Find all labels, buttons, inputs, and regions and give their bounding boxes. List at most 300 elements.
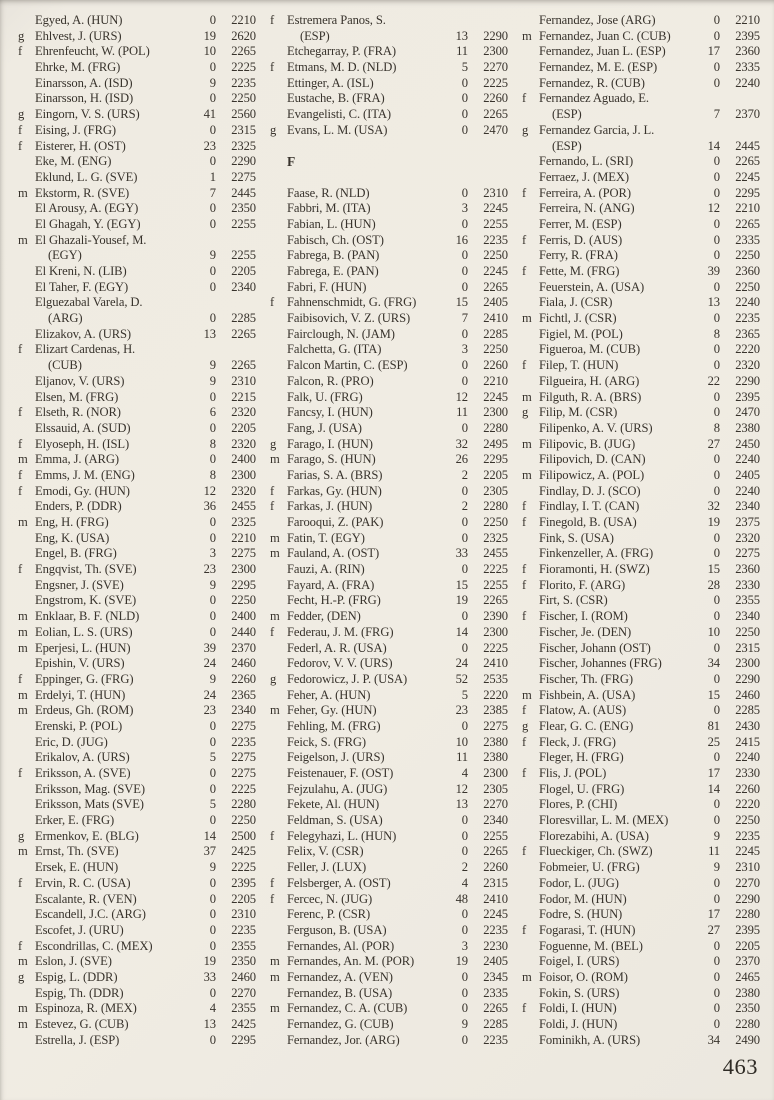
player-name: Elizakov, A. (URS) — [35, 326, 132, 341]
rating-entry — [522, 735, 760, 751]
rating-value: 2235 — [231, 75, 256, 90]
player-name: Fischer, Th. (FRG) — [539, 671, 634, 686]
games-count: 9 — [461, 1017, 468, 1031]
rating-value: 2235 — [735, 828, 760, 843]
rating-value: 2205 — [231, 264, 256, 278]
title-flag — [522, 750, 539, 766]
games-count: 24 — [203, 656, 216, 671]
rating-value: 2250 — [735, 813, 760, 828]
rating-entry — [522, 593, 760, 609]
games-count: 0 — [713, 530, 720, 545]
rating-value: 2285 — [483, 326, 508, 341]
rating-entry — [270, 29, 508, 45]
rating-entry — [270, 531, 508, 547]
title-flag — [270, 421, 287, 437]
rating-entry — [270, 813, 508, 829]
title-flag — [18, 860, 35, 876]
player-name: Fernandez Aguado, E. — [539, 91, 649, 106]
player-name: Elsen, M. (FRG) — [35, 389, 119, 404]
games-count: 0 — [461, 640, 468, 655]
player-name: Etmans, M. D. (NLD) — [287, 60, 397, 75]
title-flag: f — [522, 844, 527, 859]
title-flag — [18, 327, 35, 343]
rating-entry — [270, 782, 508, 798]
games-count: 34 — [707, 656, 720, 671]
title-flag — [270, 1033, 287, 1049]
games-count: 7 — [209, 185, 216, 200]
player-name: Eppinger, G. (FRG) — [35, 671, 134, 686]
title-flag — [270, 154, 287, 170]
player-name: Fernandez, Juan L. (ESP) — [539, 44, 666, 59]
title-flag — [270, 593, 287, 609]
title-flag — [522, 860, 539, 876]
rating-value: 2250 — [735, 248, 760, 263]
games-count: 0 — [461, 530, 468, 545]
games-count: 11 — [456, 750, 468, 765]
rating-entry — [270, 766, 508, 782]
player-name: Eriksson, A. (SVE) — [35, 766, 131, 780]
title-flag: m — [18, 624, 28, 639]
games-count: 5 — [461, 687, 468, 702]
player-name: Fedorowicz, J. P. (USA) — [287, 671, 408, 686]
rating-entry — [18, 123, 256, 139]
rating-entry — [522, 437, 760, 453]
player-name: Fabisch, Ch. (OST) — [287, 232, 384, 247]
rating-entry — [522, 280, 760, 296]
player-name: Farago, I. (HUN) — [287, 436, 373, 451]
rating-entry — [522, 986, 760, 1002]
rating-entry — [18, 91, 256, 107]
title-flag: m — [522, 28, 532, 43]
title-flag: f — [18, 342, 23, 357]
player-name: Filguth, R. A. (BRS) — [539, 389, 642, 404]
rating-entry — [18, 107, 256, 123]
games-count: 3 — [209, 546, 216, 561]
games-count: 12 — [707, 201, 720, 216]
rating-entry — [270, 641, 508, 657]
player-name: Falcon, R. (PRO) — [287, 373, 374, 388]
rating-entry — [270, 954, 508, 970]
games-count: 28 — [707, 577, 720, 592]
rating-entry — [522, 970, 760, 986]
rating-value: 2305 — [483, 781, 508, 796]
player-name: Ehrke, M. (FRG) — [35, 60, 121, 75]
rating-entry — [270, 107, 508, 123]
games-count: 7 — [713, 107, 720, 122]
rating-value: 2265 — [231, 326, 256, 341]
rating-entry — [522, 688, 760, 704]
rating-entry — [18, 264, 256, 280]
rating-entry — [18, 186, 256, 202]
games-count: 0 — [461, 107, 468, 122]
title-flag — [18, 264, 35, 280]
title-flag — [522, 939, 539, 955]
rating-entry — [270, 499, 508, 515]
title-flag — [522, 154, 539, 170]
column-3 — [522, 13, 760, 1048]
player-name: Fernandez, Jose (ARG) — [539, 13, 656, 27]
player-name: Fernando, L. (SRI) — [539, 154, 634, 169]
title-flag: f — [522, 264, 527, 278]
rating-entry — [270, 515, 508, 531]
title-flag — [270, 562, 287, 578]
rating-value: 2255 — [231, 216, 256, 231]
games-count: 5 — [461, 60, 468, 75]
rating-entry — [522, 609, 760, 625]
games-count: 0 — [209, 875, 216, 890]
player-name: El Ghagah, Y. (EGY) — [35, 216, 141, 231]
player-name: Elssauid, A. (SUD) — [35, 420, 131, 435]
rating-value: 2250 — [231, 593, 256, 608]
rating-entry — [18, 233, 256, 249]
title-flag: m — [270, 969, 280, 984]
games-count: 23 — [455, 703, 468, 718]
rating-entry — [522, 60, 760, 76]
title-flag — [522, 44, 539, 60]
title-flag: f — [270, 483, 275, 498]
rating-entry — [270, 939, 508, 955]
player-name: Fischer, I. (ROM) — [539, 609, 628, 624]
rating-value: 2320 — [735, 358, 760, 373]
title-flag: f — [522, 609, 527, 624]
games-count: 19 — [455, 593, 468, 608]
title-flag: f — [522, 703, 527, 718]
rating-entry — [522, 907, 760, 923]
title-flag — [270, 986, 287, 1002]
rating-value: 2255 — [483, 828, 508, 843]
games-count: 0 — [713, 938, 720, 953]
rating-entry — [18, 876, 256, 892]
player-name: Fekete, Al. (HUN) — [287, 797, 380, 812]
rating-value: 2280 — [735, 907, 760, 922]
title-flag — [18, 91, 35, 107]
rating-value: 2460 — [735, 687, 760, 702]
title-flag — [522, 60, 539, 76]
rating-entry — [270, 593, 508, 609]
title-flag — [18, 374, 35, 390]
rating-entry — [522, 829, 760, 845]
player-name: Erenski, P. (POL) — [35, 718, 123, 733]
games-count: 2 — [461, 499, 468, 514]
title-flag: g — [18, 107, 25, 122]
rating-entry — [18, 703, 256, 719]
player-name: Ehlvest, J. (URS) — [35, 28, 122, 43]
title-flag — [270, 217, 287, 233]
rating-entry — [522, 123, 760, 139]
games-count: 0 — [209, 452, 216, 467]
rating-entry — [522, 405, 760, 421]
rating-value: 2410 — [483, 891, 508, 906]
title-flag: f — [18, 562, 23, 577]
title-flag — [270, 860, 287, 876]
rating-entry — [18, 421, 256, 437]
rating-entry — [522, 311, 760, 327]
player-name: Findlay, D. J. (SCO) — [539, 483, 641, 498]
games-count: 0 — [461, 515, 468, 529]
games-count: 0 — [461, 562, 468, 577]
rating-entry — [18, 201, 256, 217]
games-count: 11 — [456, 44, 468, 59]
title-flag — [522, 201, 539, 217]
player-name: Elseth, R. (NOR) — [35, 405, 121, 420]
games-count: 0 — [713, 60, 720, 75]
rating-entry — [522, 703, 760, 719]
rating-value: 2290 — [231, 154, 256, 169]
title-flag — [270, 280, 287, 296]
title-flag: f — [270, 60, 275, 75]
player-name: Fejzulahu, A. (JUG) — [287, 781, 388, 796]
rating-value: 2245 — [483, 264, 508, 278]
title-flag: f — [18, 671, 23, 686]
games-count: 0 — [461, 358, 468, 373]
rating-value: 2295 — [483, 452, 508, 467]
rating-value: 2370 — [231, 640, 256, 655]
rating-entry — [270, 625, 508, 641]
title-flag — [522, 452, 539, 468]
games-count: 0 — [461, 91, 468, 106]
player-name: Erdelyi, T. (HUN) — [35, 687, 126, 702]
games-count: 0 — [209, 530, 216, 545]
rating-value: 2340 — [735, 499, 760, 514]
title-flag: f — [18, 467, 23, 482]
title-flag — [522, 107, 539, 123]
rating-entry — [270, 688, 508, 704]
player-name: Eperjesi, L. (HUN) — [35, 640, 131, 655]
games-count: 48 — [455, 891, 468, 906]
games-count: 0 — [209, 201, 216, 216]
rating-value: 2265 — [483, 593, 508, 608]
rating-entry — [522, 766, 760, 782]
rating-value: 2470 — [483, 122, 508, 137]
games-count: 0 — [209, 938, 216, 953]
rating-value: 2250 — [735, 279, 760, 294]
player-name: Fischer, Je. (DEN) — [539, 624, 632, 639]
games-count: 9 — [209, 373, 216, 388]
player-name: Fabian, L. (HUN) — [287, 216, 376, 231]
player-name: Ferry, R. (FRA) — [539, 248, 618, 263]
player-name: Escondrillas, C. (MEX) — [35, 938, 153, 953]
rating-entry — [18, 13, 256, 29]
rating-value: 2225 — [231, 860, 256, 875]
title-flag — [270, 797, 287, 813]
rating-value: 2225 — [483, 75, 508, 90]
title-flag — [270, 342, 287, 358]
games-count: 9 — [209, 75, 216, 90]
title-flag: g — [270, 671, 277, 686]
rating-value: 2250 — [231, 91, 256, 106]
title-flag: g — [270, 122, 277, 137]
games-count: 0 — [713, 1001, 720, 1016]
games-count: 24 — [455, 656, 468, 671]
rating-entry — [18, 986, 256, 1002]
rating-value: 2315 — [735, 640, 760, 655]
games-count: 7 — [461, 311, 468, 326]
player-name: Faase, R. (NLD) — [287, 185, 370, 200]
rating-entry — [270, 13, 508, 29]
games-count: 9 — [713, 828, 720, 843]
player-name: Feldman, S. (USA) — [287, 813, 383, 828]
rating-entry — [18, 60, 256, 76]
games-count: 1 — [209, 169, 216, 184]
games-count: 0 — [713, 609, 720, 624]
player-name: Flear, G. C. (ENG) — [539, 718, 634, 733]
rating-entry — [522, 91, 760, 107]
player-name: Filip, M. (CSR) — [539, 405, 618, 420]
rating-value: 2360 — [735, 44, 760, 59]
rating-entry — [18, 609, 256, 625]
rating-entry — [522, 578, 760, 594]
player-name: Etchegarray, P. (FRA) — [287, 44, 396, 59]
games-count: 8 — [713, 326, 720, 341]
player-name: Flueckiger, Ch. (SWZ) — [539, 844, 653, 859]
rating-value: 2375 — [735, 515, 760, 529]
games-count: 19 — [707, 515, 720, 529]
rating-entry — [522, 201, 760, 217]
rating-entry — [522, 13, 760, 29]
rating-value: 2360 — [735, 562, 760, 577]
title-flag: f — [18, 875, 23, 890]
title-flag: f — [270, 828, 275, 843]
player-name: Eustache, B. (FRA) — [287, 91, 385, 106]
rating-value: 2275 — [231, 766, 256, 780]
rating-value: 2260 — [483, 91, 508, 106]
rating-value: 2325 — [231, 138, 256, 153]
games-count: 0 — [209, 154, 216, 169]
column-2 — [270, 13, 508, 1048]
games-count: 0 — [209, 734, 216, 749]
section-header — [270, 154, 508, 170]
rating-entry — [270, 562, 508, 578]
rating-value: 2250 — [483, 342, 508, 357]
rating-value: 2400 — [231, 452, 256, 467]
title-flag: m — [522, 687, 532, 702]
rating-entry — [270, 672, 508, 688]
games-count: 37 — [203, 844, 216, 859]
rating-value: 2275 — [483, 718, 508, 733]
page-number: 463 — [722, 1054, 758, 1079]
rating-value: 2235 — [735, 311, 760, 326]
games-count: 0 — [209, 813, 216, 828]
rating-value: 2265 — [231, 44, 256, 59]
rating-value: 2245 — [735, 169, 760, 184]
rating-entry — [18, 813, 256, 829]
title-flag — [18, 546, 35, 562]
player-name: El Taher, F. (EGY) — [35, 279, 129, 294]
player-name: Fink, S. (USA) — [539, 530, 614, 545]
rating-entry — [270, 907, 508, 923]
rating-entry — [522, 217, 760, 233]
rating-value: 2245 — [483, 907, 508, 922]
title-flag: f — [18, 405, 23, 420]
rating-entry — [522, 484, 760, 500]
games-count: 0 — [209, 922, 216, 937]
rating-value: 2395 — [735, 389, 760, 404]
rating-value: 2455 — [483, 546, 508, 561]
title-flag — [270, 311, 287, 327]
title-flag — [18, 578, 35, 594]
rating-value: 2295 — [735, 185, 760, 200]
rating-value: 2380 — [483, 750, 508, 765]
rating-value: 2455 — [231, 499, 256, 514]
games-count: 14 — [707, 781, 720, 796]
rating-entry — [18, 562, 256, 578]
games-count: 23 — [203, 562, 216, 577]
games-count: 12 — [203, 483, 216, 498]
rating-value: 2405 — [483, 295, 508, 310]
rating-entry — [522, 154, 760, 170]
rating-value: 2295 — [231, 1032, 256, 1047]
player-name: Estevez, G. (CUB) — [35, 1017, 129, 1031]
title-flag: f — [522, 232, 527, 247]
games-count: 0 — [713, 452, 720, 467]
rating-value: 2220 — [735, 797, 760, 812]
rating-entry — [522, 782, 760, 798]
rating-value: 2340 — [735, 609, 760, 624]
games-count: 0 — [713, 467, 720, 482]
games-count: 6 — [209, 405, 216, 420]
player-name: Fichtl, J. (CSR) — [539, 311, 617, 326]
rating-value: 2440 — [231, 624, 256, 639]
player-name: Fayard, A. (FRA) — [287, 577, 375, 592]
rating-entry — [270, 546, 508, 562]
title-flag — [270, 107, 287, 123]
games-count: 0 — [713, 891, 720, 906]
games-count: 0 — [713, 342, 720, 357]
rating-entry — [270, 986, 508, 1002]
games-count: 0 — [713, 546, 720, 561]
rating-value: 2450 — [735, 436, 760, 451]
rating-value: 2310 — [735, 860, 760, 875]
title-flag — [18, 421, 35, 437]
rating-entry — [270, 248, 508, 264]
games-count: 14 — [707, 138, 720, 153]
rating-entry — [18, 578, 256, 594]
player-name: Ferraez, J. (MEX) — [539, 169, 629, 184]
rating-entry — [270, 421, 508, 437]
title-flag — [18, 797, 35, 813]
rating-value: 2345 — [483, 969, 508, 984]
rating-value: 2245 — [483, 389, 508, 404]
rating-entry — [18, 1033, 256, 1049]
player-name: Feick, S. (FRG) — [287, 734, 366, 749]
rating-entry — [18, 405, 256, 421]
title-flag — [18, 656, 35, 672]
title-flag: m — [270, 452, 280, 467]
title-flag: f — [270, 499, 275, 514]
rating-entry — [18, 217, 256, 233]
rating-value: 2340 — [483, 813, 508, 828]
rating-entry — [522, 672, 760, 688]
player-name: Eric, D. (JUG) — [35, 734, 108, 749]
rating-entry — [522, 546, 760, 562]
player-name: Engel, B. (FRG) — [35, 546, 117, 561]
title-flag: f — [522, 515, 527, 529]
rating-entry — [18, 76, 256, 92]
rating-value: 2255 — [231, 248, 256, 263]
player-name: Filipenko, A. V. (URS) — [539, 420, 653, 435]
rating-entry — [18, 280, 256, 296]
games-count: 9 — [209, 248, 216, 263]
player-name: Egyed, A. (HUN) — [35, 13, 123, 27]
rating-value: 2445 — [735, 138, 760, 153]
rating-value: 2355 — [735, 593, 760, 608]
rating-entry — [270, 44, 508, 60]
rating-entry — [270, 735, 508, 751]
rating-entry — [18, 735, 256, 751]
rating-value: 2240 — [735, 750, 760, 765]
player-name: Eisterer, H. (OST) — [35, 138, 126, 153]
title-flag — [18, 201, 35, 217]
